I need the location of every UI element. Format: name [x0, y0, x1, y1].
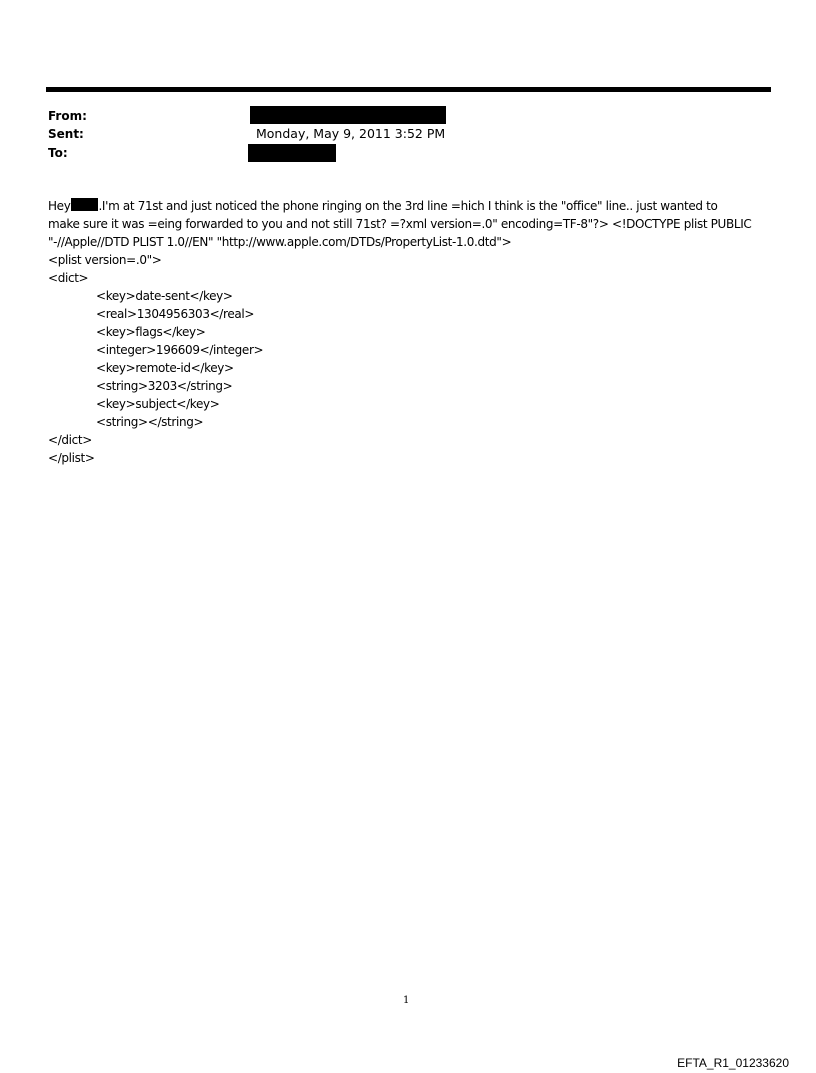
body-line: [48, 197, 773, 215]
body-text-1: .I'm at 71st and just noticed the phone ringing on the 3rd line =hich I think is the "office" line.. just wanted to: [98, 199, 718, 213]
sent-label: Sent:: [48, 127, 84, 141]
email-body: [48, 197, 773, 467]
plist-line: <string>3203</string>: [96, 379, 233, 393]
body-line: <plist version=.0">: [48, 253, 162, 267]
from-redaction: [250, 106, 446, 124]
body-line: <dict>: [48, 271, 89, 285]
document-id: EFTA_R1_01233620: [677, 1056, 789, 1070]
header-rule: [46, 87, 771, 92]
plist-line: <key>flags</key>: [96, 325, 206, 339]
sent-value: Monday, May 9, 2011 3:52 PM: [256, 126, 446, 141]
plist-line: <string></string>: [96, 415, 204, 429]
body-line: make sure it was =eing forwarded to you and not still 71st? =?xml version=.0" encoding=TF-8"?> <!DOCTYPE plist PUBLIC: [48, 217, 752, 231]
plist-line: <real>1304956303</real>: [96, 307, 255, 321]
plist-line: <key>date-sent</key>: [96, 289, 233, 303]
to-redaction: [248, 144, 336, 162]
plist-line: <key>remote-id</key>: [96, 361, 234, 375]
greeting-text: Hey: [48, 199, 71, 213]
page-number: 1: [403, 995, 410, 1006]
name-redaction: [71, 198, 98, 211]
to-label: To:: [48, 146, 68, 160]
plist-line: <key>subject</key>: [96, 397, 220, 411]
from-label: From:: [48, 109, 87, 123]
body-line: "-//Apple//DTD PLIST 1.0//EN" "http://www.apple.com/DTDs/PropertyList-1.0.dtd">: [48, 235, 512, 249]
plist-line: <integer>196609</integer>: [96, 343, 264, 357]
body-line: </dict>: [48, 433, 92, 447]
body-line: </plist>: [48, 451, 95, 465]
